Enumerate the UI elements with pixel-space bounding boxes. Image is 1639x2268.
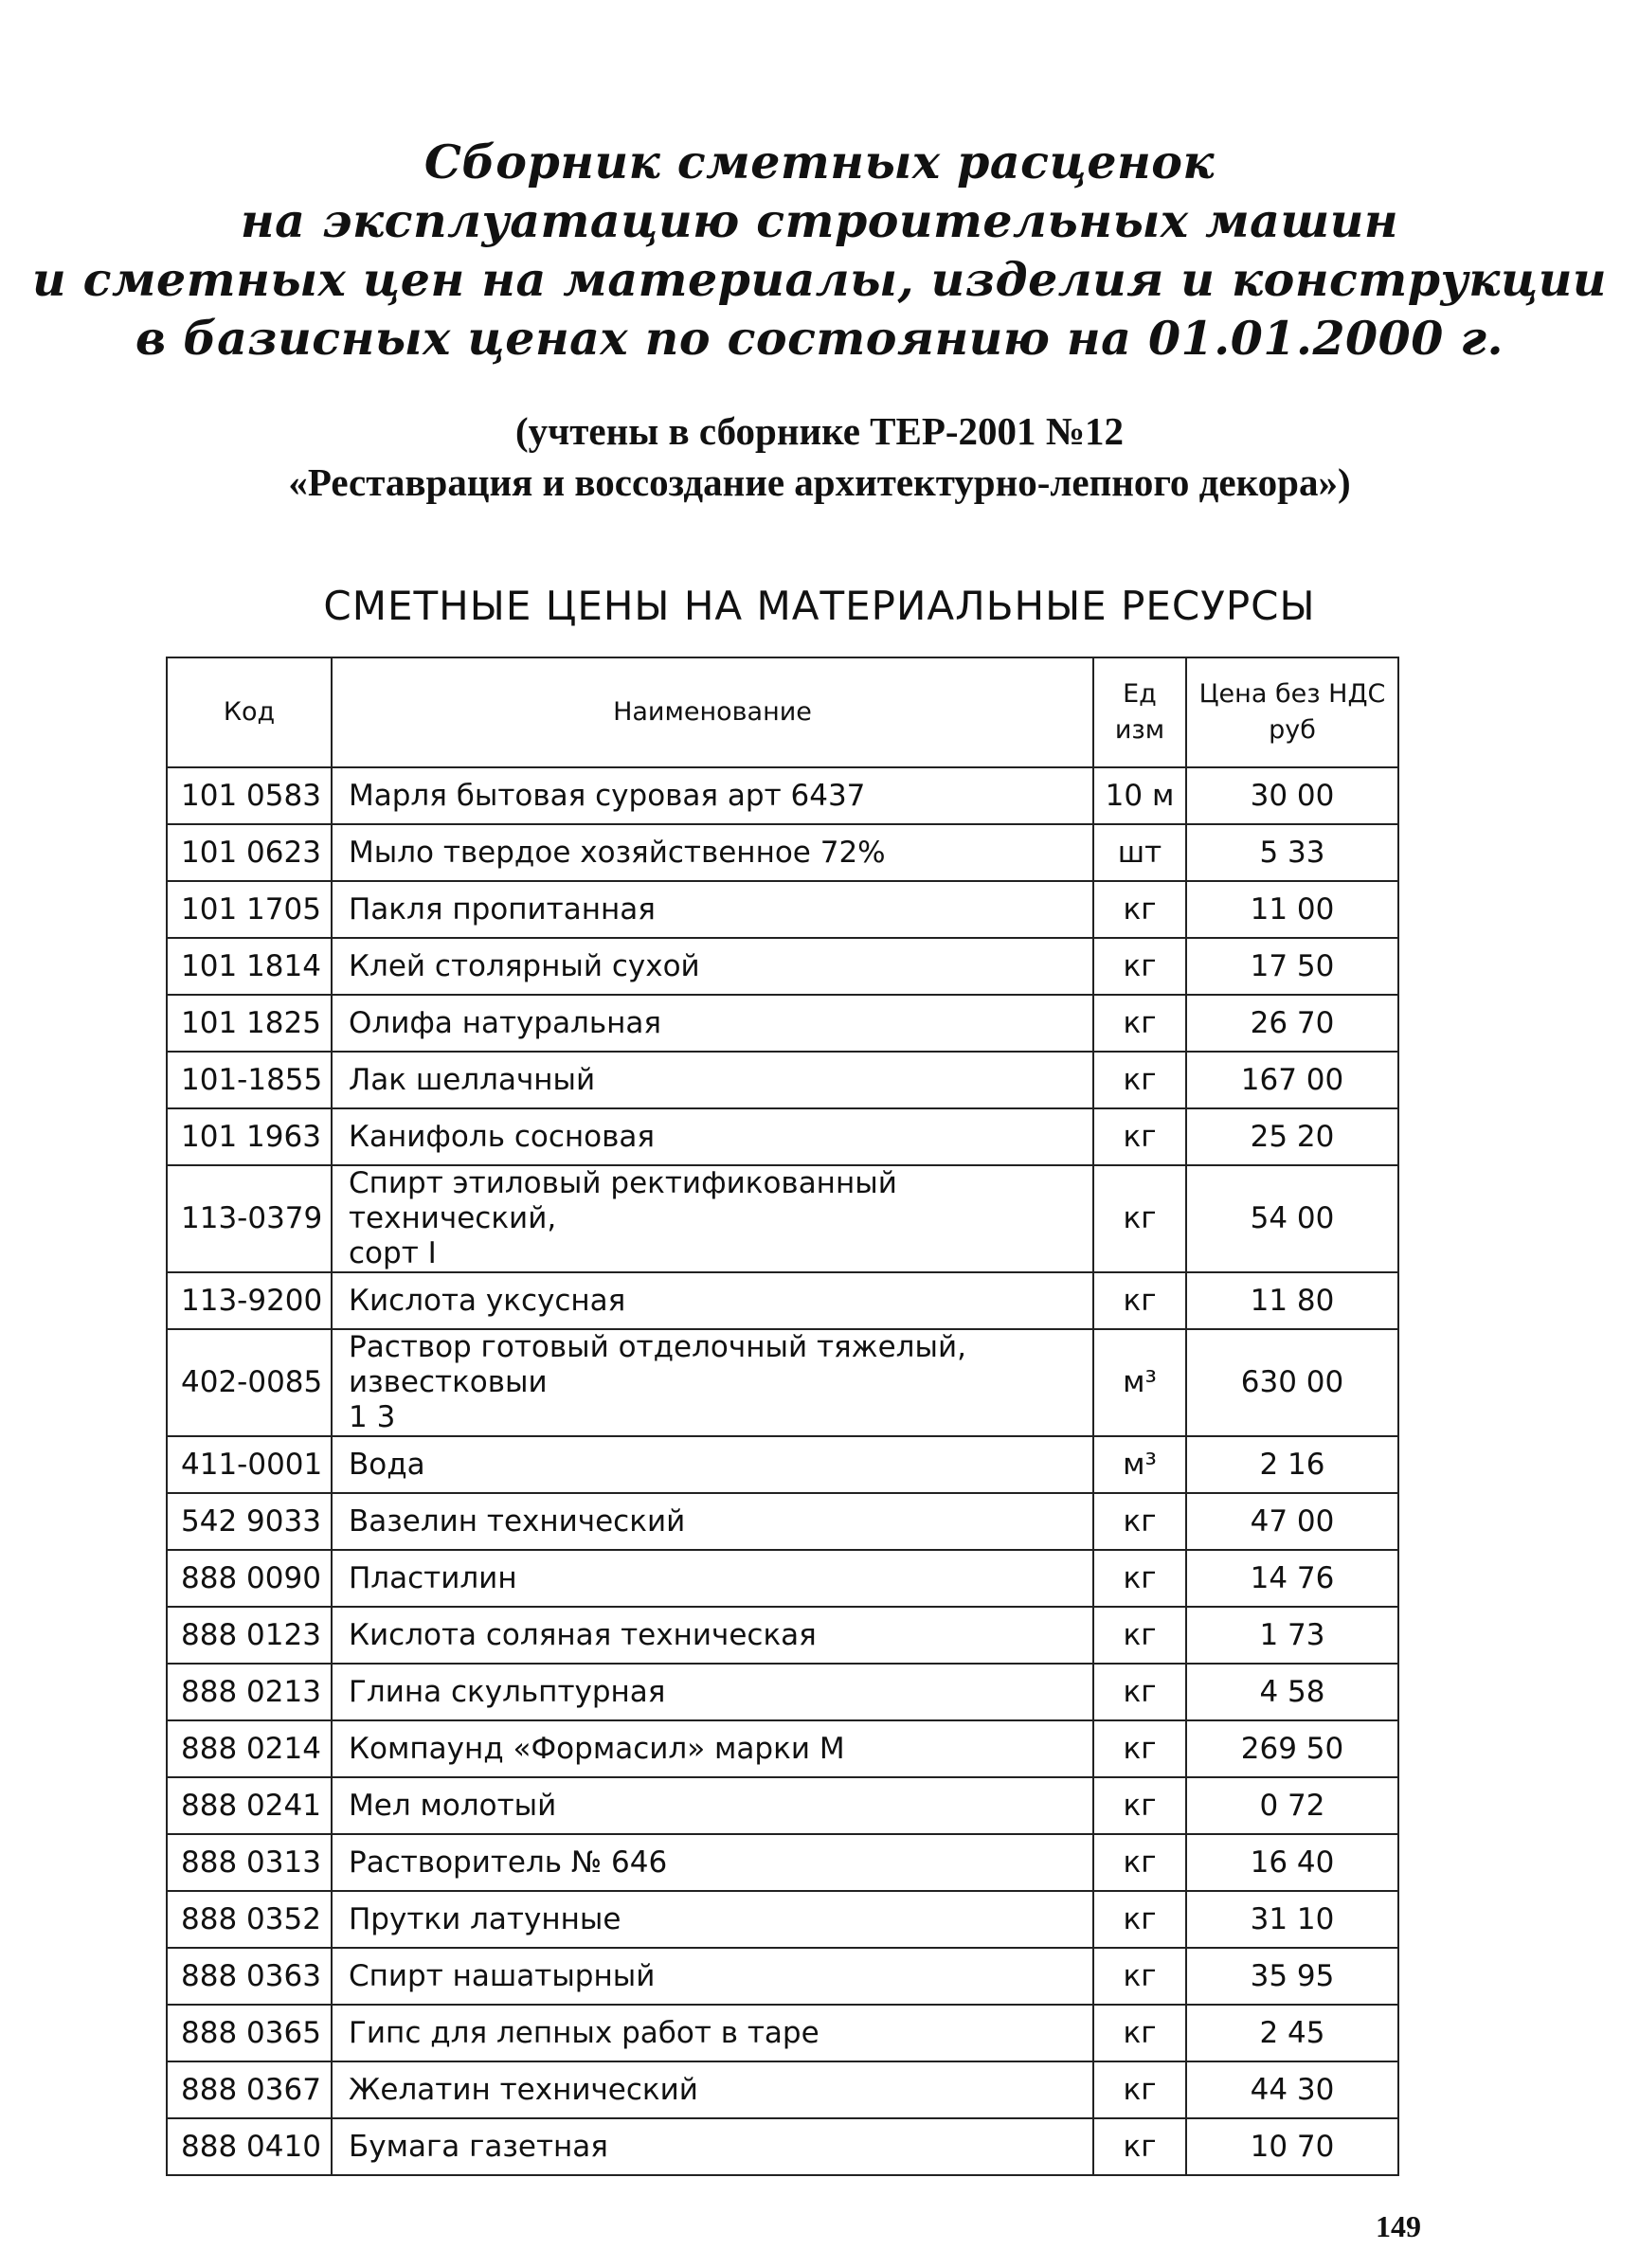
section-heading: СМЕТНЫЕ ЦЕНЫ НА МАТЕРИАЛЬНЫЕ РЕСУРСЫ: [323, 583, 1316, 629]
row-name: Олифа натуральная: [332, 995, 1093, 1052]
table-row: [167, 1165, 1398, 1272]
row-unit: кг: [1093, 1272, 1186, 1329]
row-code: 542 9033: [167, 1493, 332, 1550]
table-row: [167, 1664, 1398, 1720]
row-code: 101 1705: [167, 881, 332, 938]
row-unit: кг: [1093, 1948, 1186, 2005]
row-name: Мыло твердое хозяйственное 72%: [332, 824, 1093, 881]
table-row: [167, 938, 1398, 995]
table-row: [167, 881, 1398, 938]
row-unit: 10 м: [1093, 767, 1186, 824]
row-unit: кг: [1093, 881, 1186, 938]
row-name: Пластилин: [332, 1550, 1093, 1607]
row-unit: кг: [1093, 2061, 1186, 2118]
row-code: 101 0623: [167, 824, 332, 881]
row-unit: кг: [1093, 1720, 1186, 1777]
row-unit: кг: [1093, 2005, 1186, 2061]
row-code: 888 0214: [167, 1720, 332, 1777]
row-price: 26 70: [1186, 995, 1398, 1052]
row-price: 17 50: [1186, 938, 1398, 995]
row-code: 888 0090: [167, 1550, 332, 1607]
row-name: Растворитель № 646: [332, 1834, 1093, 1891]
document-title: [0, 133, 1639, 368]
row-code: 402-0085: [167, 1329, 332, 1436]
row-price: 16 40: [1186, 1834, 1398, 1891]
row-unit: кг: [1093, 1108, 1186, 1165]
table-row: [167, 1948, 1398, 2005]
row-price: 14 76: [1186, 1550, 1398, 1607]
row-unit: кг: [1093, 1052, 1186, 1108]
title-line: Сборник сметных расценок: [423, 135, 1216, 189]
table-row: [167, 1720, 1398, 1777]
row-price: 25 20: [1186, 1108, 1398, 1165]
title-line: и сметных цен на материалы, изделия и конструкции: [31, 252, 1608, 307]
column-header-unit: Ед изм: [1093, 657, 1186, 767]
row-name: Вазелин технический: [332, 1493, 1093, 1550]
row-name: Марля бытовая суровая арт 6437: [332, 767, 1093, 824]
row-name: Кислота уксусная: [332, 1272, 1093, 1329]
row-price: 269 50: [1186, 1720, 1398, 1777]
table-row: [167, 1052, 1398, 1108]
row-name: Спирт нашатырный: [332, 1948, 1093, 2005]
row-unit: кг: [1093, 1834, 1186, 1891]
page-number: 149: [1376, 2209, 1421, 2243]
row-price: 30 00: [1186, 767, 1398, 824]
row-code: 888 0313: [167, 1834, 332, 1891]
row-code: 888 0365: [167, 2005, 332, 2061]
row-unit: кг: [1093, 1664, 1186, 1720]
row-code: 101 1963: [167, 1108, 332, 1165]
subtitle-line: «Реставрация и воссоздание архитектурно-лепного декора»): [288, 460, 1351, 504]
row-name: Раствор готовый отделочный тяжелый, известковыи 1 3: [332, 1329, 1093, 1436]
row-price: 10 70: [1186, 2118, 1398, 2175]
row-price: 44 30: [1186, 2061, 1398, 2118]
row-name: Вода: [332, 1436, 1093, 1493]
row-unit: кг: [1093, 938, 1186, 995]
table-row: [167, 824, 1398, 881]
row-name: Бумага газетная: [332, 2118, 1093, 2175]
row-name: Желатин технический: [332, 2061, 1093, 2118]
document-header: [0, 133, 1639, 508]
table-row: [167, 1891, 1398, 1948]
row-name: Лак шеллачный: [332, 1052, 1093, 1108]
table-row: [167, 1329, 1398, 1436]
row-unit: кг: [1093, 2118, 1186, 2175]
table-row: [167, 2005, 1398, 2061]
row-code: 101 1814: [167, 938, 332, 995]
row-code: 888 0213: [167, 1664, 332, 1720]
table-body: [167, 767, 1398, 2175]
document-subtitle: [0, 405, 1639, 508]
table-row: [167, 1607, 1398, 1664]
row-price: 630 00: [1186, 1329, 1398, 1436]
column-header-code: Код: [167, 657, 332, 767]
row-code: 101 1825: [167, 995, 332, 1052]
row-name: Гипс для лепных работ в таре: [332, 2005, 1093, 2061]
row-code: 411-0001: [167, 1436, 332, 1493]
row-name: Прутки латунные: [332, 1891, 1093, 1948]
table-row: [167, 1108, 1398, 1165]
row-code: 888 0367: [167, 2061, 332, 2118]
row-price: 4 58: [1186, 1664, 1398, 1720]
table-row: [167, 2061, 1398, 2118]
row-unit: кг: [1093, 1891, 1186, 1948]
table-row: [167, 2118, 1398, 2175]
title-line: в базисных ценах по состоянию на 01.01.2000 г.: [135, 311, 1504, 366]
row-price: 5 33: [1186, 824, 1398, 881]
row-code: 113-9200: [167, 1272, 332, 1329]
row-name: Кислота соляная техническая: [332, 1607, 1093, 1664]
title-line: на эксплуатацию строительных машин: [240, 193, 1399, 248]
row-unit: кг: [1093, 1607, 1186, 1664]
row-unit: кг: [1093, 1777, 1186, 1834]
table-row: [167, 1550, 1398, 1607]
table-row: [167, 995, 1398, 1052]
row-name: Мел молотый: [332, 1777, 1093, 1834]
row-unit: м³: [1093, 1436, 1186, 1493]
table-row: [167, 1493, 1398, 1550]
subtitle-line: (учтены в сборнике ТЕР-2001 №12: [515, 409, 1124, 453]
row-name: Канифоль сосновая: [332, 1108, 1093, 1165]
table-header-row: [167, 657, 1398, 767]
row-code: 113-0379: [167, 1165, 332, 1272]
table-row: [167, 767, 1398, 824]
row-price: 11 80: [1186, 1272, 1398, 1329]
row-unit: кг: [1093, 1550, 1186, 1607]
price-table: [166, 657, 1399, 2176]
row-code: 101 0583: [167, 767, 332, 824]
row-code: 888 0352: [167, 1891, 332, 1948]
row-name: Компаунд «Формасил» марки М: [332, 1720, 1093, 1777]
row-price: 2 16: [1186, 1436, 1398, 1493]
row-price: 31 10: [1186, 1891, 1398, 1948]
table-row: [167, 1777, 1398, 1834]
table-row: [167, 1272, 1398, 1329]
table-row: [167, 1436, 1398, 1493]
row-code: 888 0123: [167, 1607, 332, 1664]
row-name: Пакля пропитанная: [332, 881, 1093, 938]
row-price: 11 00: [1186, 881, 1398, 938]
row-code: 101-1855: [167, 1052, 332, 1108]
row-price: 1 73: [1186, 1607, 1398, 1664]
row-price: 35 95: [1186, 1948, 1398, 2005]
row-unit: кг: [1093, 995, 1186, 1052]
row-code: 888 0363: [167, 1948, 332, 2005]
column-header-name: Наименование: [332, 657, 1093, 767]
row-unit: шт: [1093, 824, 1186, 881]
table-row: [167, 1834, 1398, 1891]
row-name: Глина скульптурная: [332, 1664, 1093, 1720]
row-code: 888 0241: [167, 1777, 332, 1834]
column-header-price: Цена без НДС руб: [1186, 657, 1398, 767]
row-price: 54 00: [1186, 1165, 1398, 1272]
row-price: 167 00: [1186, 1052, 1398, 1108]
row-unit: м³: [1093, 1329, 1186, 1436]
row-price: 2 45: [1186, 2005, 1398, 2061]
row-unit: кг: [1093, 1493, 1186, 1550]
row-price: 47 00: [1186, 1493, 1398, 1550]
row-name: Клей столярный сухой: [332, 938, 1093, 995]
row-name: Спирт этиловый ректификованный технический, сорт I: [332, 1165, 1093, 1272]
row-code: 888 0410: [167, 2118, 332, 2175]
row-unit: кг: [1093, 1165, 1186, 1272]
row-price: 0 72: [1186, 1777, 1398, 1834]
